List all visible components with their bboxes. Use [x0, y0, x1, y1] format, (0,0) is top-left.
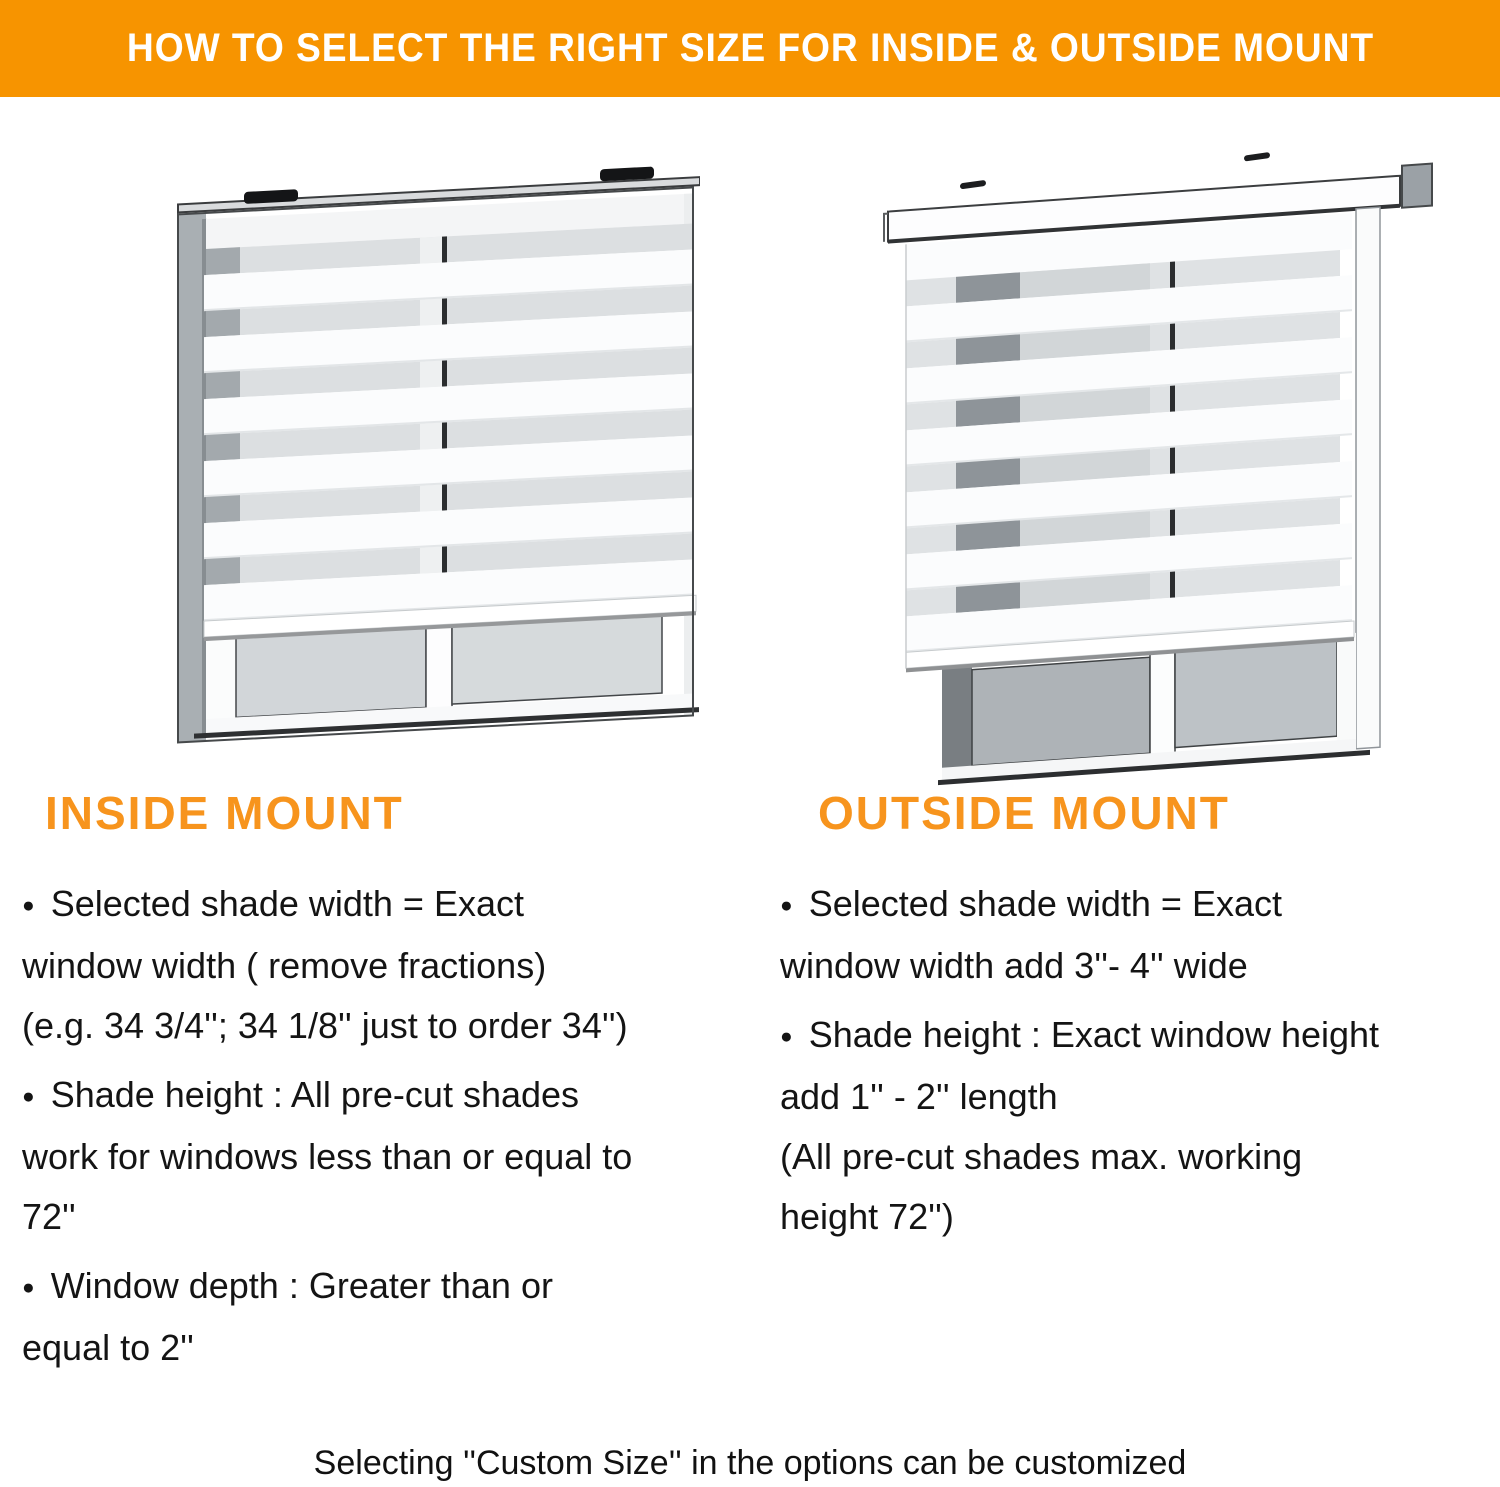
spec-text: equal to 2'' — [22, 1327, 194, 1368]
footer-note: Selecting ''Custom Size'' in the options can be customized — [313, 1444, 1187, 1482]
spec-line — [780, 1127, 1495, 1187]
spec-line — [22, 1187, 737, 1247]
spec-text: 72'' — [22, 1196, 76, 1237]
bullet-dot: ● — [780, 894, 793, 917]
spec-text: work for windows less than or equal to — [22, 1136, 633, 1177]
spec-text: (e.g. 34 3/4''; 34 1/8'' just to order 34'') — [22, 1005, 628, 1046]
spec-text: Selected shade width = Exact — [50, 883, 524, 924]
page-title: HOW TO SELECT THE RIGHT SIZE FOR INSIDE & OUTSIDE MOUNT — [126, 26, 1374, 70]
outside-mount-window-diagram — [882, 138, 1454, 798]
spec-line — [22, 874, 737, 936]
inside-mount-window-diagram — [148, 150, 700, 768]
wall-screws — [960, 152, 1270, 190]
spec-line — [780, 1187, 1495, 1247]
outside-mount-window-illustration — [882, 138, 1454, 798]
spec-text: Shade height : Exact window height — [808, 1014, 1380, 1055]
spec-line — [780, 1005, 1495, 1067]
spec-line — [22, 1065, 737, 1127]
spec-line — [780, 1067, 1495, 1127]
spec-text: Window depth : Greater than or — [50, 1265, 553, 1306]
zebra-shade — [204, 223, 696, 641]
end-cap-bracket — [1402, 164, 1432, 208]
spec-line — [22, 996, 737, 1056]
bullet-dot: ● — [780, 1025, 793, 1048]
inside-mount-window-illustration — [148, 150, 700, 768]
spec-line — [780, 936, 1495, 996]
spec-text: Selected shade width = Exact — [808, 883, 1282, 924]
outside-mount-heading: OUTSIDE MOUNT — [818, 787, 1230, 839]
spec-text: Shade height : All pre-cut shades — [50, 1074, 580, 1115]
spec-line — [22, 1256, 737, 1318]
outside-mount-specs — [780, 874, 1495, 1247]
spec-text: height 72'') — [780, 1196, 954, 1237]
spec-text: (All pre-cut shades max. working — [780, 1136, 1303, 1177]
inside-mount-heading: INSIDE MOUNT — [45, 787, 404, 839]
bullet-dot: ● — [22, 1085, 35, 1108]
bullet-dot: ● — [22, 1276, 35, 1299]
bullet-dot: ● — [22, 894, 35, 917]
spec-text: add 1'' - 2'' length — [780, 1076, 1058, 1117]
spec-text: window width add 3''- 4'' wide — [780, 945, 1248, 986]
spec-line — [22, 936, 737, 996]
spec-line — [780, 874, 1495, 936]
zebra-shade — [906, 213, 1354, 672]
spec-line — [22, 1318, 737, 1378]
inside-mount-specs — [22, 874, 737, 1378]
spec-text: window width ( remove fractions) — [22, 945, 547, 986]
header-banner — [0, 0, 1500, 97]
spec-line — [22, 1127, 737, 1187]
